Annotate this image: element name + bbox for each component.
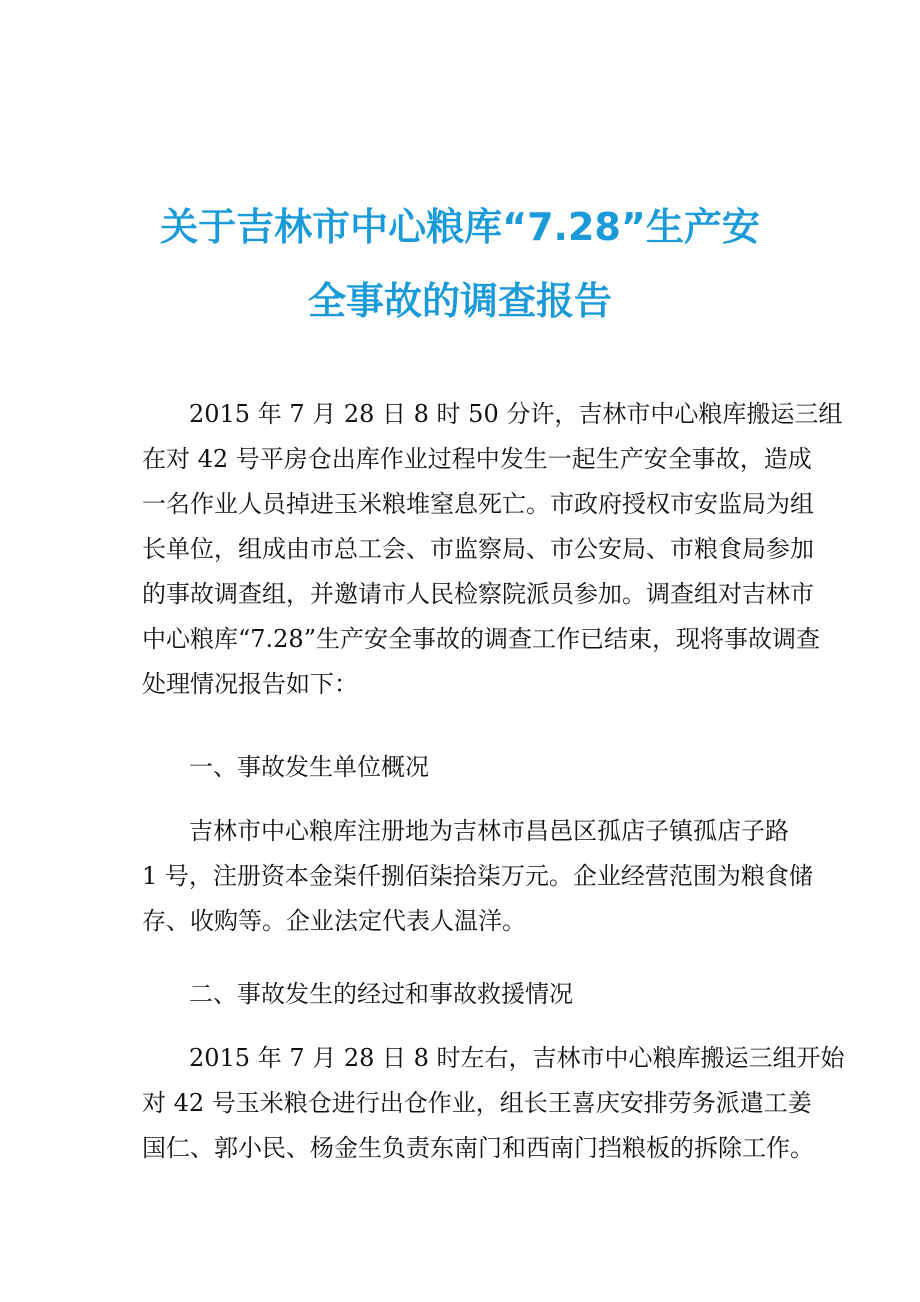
document-title	[120, 190, 800, 338]
paragraph-line: 在对 42 号平房仓出库作业过程中发生一起生产安全事故，造成	[142, 445, 812, 473]
paragraph-accident	[142, 1036, 845, 1171]
paragraph-line: 对 42 号玉米粮仓进行出仓作业，组长王喜庆安排劳务派遣工姜	[142, 1089, 812, 1117]
section-heading-text: 一、事故发生单位概况	[189, 753, 429, 781]
paragraph-line: 2015 年 7 月 28 日 8 时 50 分许，吉林市中心粮库搬运三组	[189, 400, 843, 428]
paragraph-line: 的事故调查组，并邀请市人民检察院派员参加。调查组对吉林市	[142, 580, 814, 608]
paragraph-line: 1 号，注册资本金柒仟捌佰柒拾柒万元。企业经营范围为粮食储	[142, 862, 813, 890]
title-line-1: 关于吉林市中心粮库“7.28”生产安	[160, 205, 760, 249]
section-heading-1	[142, 745, 780, 790]
paragraph-line: 存、收购等。企业法定代表人温洋。	[142, 907, 526, 935]
paragraph-intro	[142, 392, 843, 707]
paragraph-line: 国仁、郭小民、杨金生负责东南门和西南门挡粮板的拆除工作。	[142, 1134, 814, 1162]
section-heading-text: 二、事故发生的经过和事故救援情况	[189, 980, 573, 1008]
paragraph-company	[142, 809, 813, 944]
paragraph-line: 吉林市中心粮库注册地为吉林市昌邑区孤店子镇孤店子路	[189, 817, 789, 845]
paragraph-line: 中心粮库“7.28”生产安全事故的调查工作已结束，现将事故调查	[142, 625, 820, 653]
paragraph-line: 长单位，组成由市总工会、市监察局、市公安局、市粮食局参加	[142, 535, 814, 563]
title-line-2: 全事故的调查报告	[307, 279, 612, 323]
paragraph-line: 处理情况报告如下：	[142, 670, 358, 698]
section-heading-2	[142, 972, 780, 1017]
paragraph-line: 一名作业人员掉进玉米粮堆窒息死亡。市政府授权市安监局为组	[142, 490, 814, 518]
paragraph-line: 2015 年 7 月 28 日 8 时左右，吉林市中心粮库搬运三组开始	[189, 1044, 845, 1072]
